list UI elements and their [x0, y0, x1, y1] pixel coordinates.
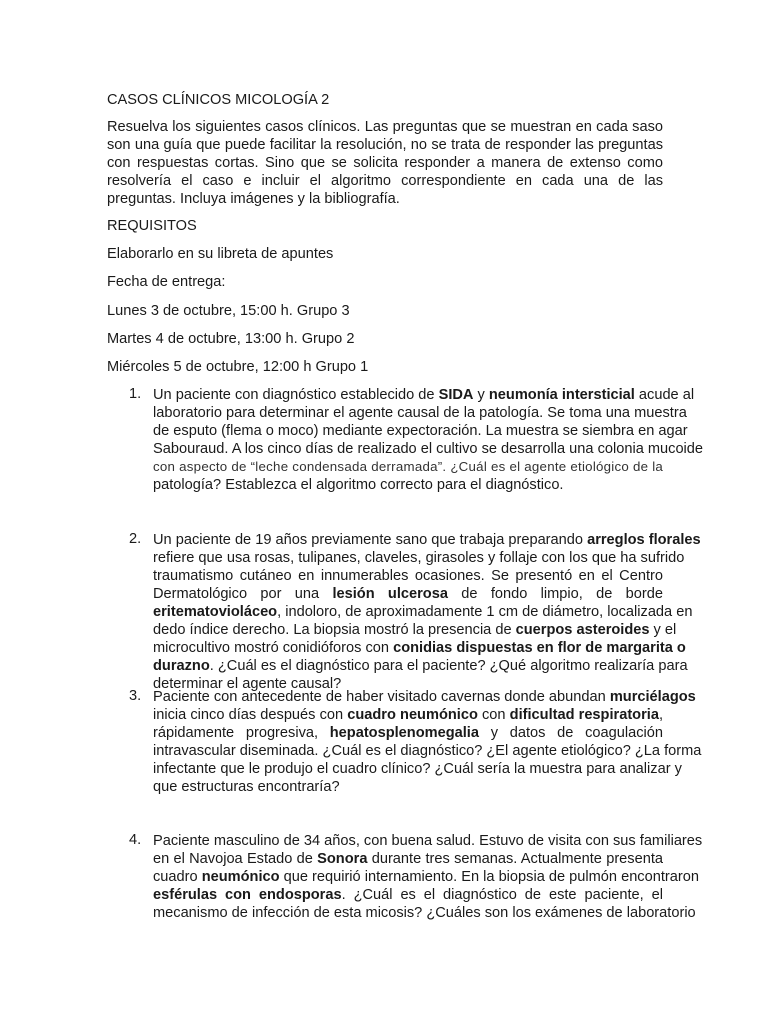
- emphasis-text: lesión ulcerosa: [332, 586, 448, 602]
- case-line: [153, 742, 702, 760]
- case-line: [153, 386, 695, 404]
- case-line: [153, 404, 687, 422]
- due-date-group-2: Martes 4 de octubre, 13:00 h. Grupo 2: [107, 331, 355, 347]
- text-run: Paciente masculino de 34 años, con buena salud. Estuvo de visita con sus familiares: [153, 833, 703, 849]
- case-line: [153, 531, 701, 549]
- case-text: [153, 832, 703, 922]
- case-line: [153, 657, 688, 675]
- text-run: traumatismo cutáneo en innumerables ocasiones. Se presentó en el Centro: [153, 568, 663, 584]
- text-run: microcultivo mostró conidióforos con: [153, 640, 394, 656]
- text-run: y el: [649, 622, 677, 638]
- emphasis-text: cuadro neumónico: [347, 707, 478, 723]
- due-date-group-1: Miércoles 5 de octubre, 12:00 h Grupo 1: [107, 359, 369, 375]
- case-line: [153, 904, 696, 922]
- text-run: mecanismo de infección de esta micosis? ¿Cuáles son los exámenes de laboratorio: [153, 905, 696, 921]
- case-number: 3.: [129, 688, 142, 704]
- case-line: [153, 886, 663, 904]
- case-text: [153, 688, 702, 796]
- text-run: refiere que usa rosas, tulipanes, claveles, girasoles y follaje con los que ha sufrido: [153, 550, 685, 566]
- emphasis-text: neumonía intersticial: [488, 387, 635, 403]
- requirement-notebook: Elaborarlo en su libreta de apuntes: [107, 246, 334, 262]
- emphasis-text: SIDA: [438, 387, 474, 403]
- emphasis-text: conidias dispuestas en flor de margarita o: [393, 640, 686, 656]
- case-line: [153, 585, 663, 603]
- emphasis-text: dificultad respiratoria: [509, 707, 659, 723]
- emphasis-text: neumónico: [201, 869, 280, 885]
- text-run: Un paciente de 19 años previamente sano que trabaja preparando: [153, 532, 588, 548]
- case-line: [153, 760, 682, 778]
- text-run: acude al: [634, 387, 695, 403]
- text-run: patología? Establezca el algoritmo correcto para el diagnóstico.: [153, 477, 564, 493]
- emphasis-text: hepatosplenomegalia: [329, 725, 479, 741]
- text-run: infectante que le produjo el cuadro clínico? ¿Cuál sería la muestra para analizar y: [153, 761, 682, 777]
- case-text: [153, 386, 704, 494]
- case-number: 2.: [129, 531, 142, 547]
- case-line: [153, 422, 688, 440]
- intro-paragraph: Resuelva los siguientes casos clínicos. Las preguntas que se muestran en cada saso son una guía que puede facilitar la resolución, no se trata de responder las preguntas con respuestas cortas. Sino que se solicita responder a manera de extenso como resolvería el caso e incluir el algoritmo correspondiente en cada una de las preguntas. Incluya imágenes y la bibliografía.: [107, 119, 663, 207]
- emphasis-text: murciélagos: [609, 689, 696, 705]
- case-text: [153, 531, 701, 693]
- case-line: [153, 832, 703, 850]
- text-run: ,: [658, 707, 664, 723]
- case-line: [153, 458, 663, 476]
- case-line: [153, 603, 693, 621]
- text-run: de esputo (flema o moco) mediante expectoración. La muestra se siembra en agar: [153, 423, 688, 439]
- text-run: Dermatológico por una: [153, 586, 333, 602]
- case-number: 4.: [129, 832, 142, 848]
- emphasis-text: esférulas con endosporas: [153, 887, 342, 903]
- text-run: con: [477, 707, 510, 723]
- text-run: Sabouraud. A los cinco días de realizado el cultivo se desarrolla una colonia mucoide: [153, 441, 704, 457]
- text-run: Paciente con antecedente de haber visitado cavernas donde abundan: [153, 689, 610, 705]
- text-run: . ¿Cuál es el diagnóstico para el paciente? ¿Qué algoritmo realizaría para: [209, 658, 688, 674]
- case-line: [153, 639, 686, 657]
- requirement-due-date-label: Fecha de entrega:: [107, 274, 226, 290]
- case-line: [153, 868, 699, 886]
- case-line: [153, 476, 663, 494]
- text-run: cuadro: [153, 869, 202, 885]
- text-run: y datos de coagulación: [478, 725, 663, 741]
- case-line: [153, 688, 696, 706]
- text-run: que estructuras encontraría?: [153, 779, 340, 795]
- emphasis-text: cuerpos asteroides: [515, 622, 650, 638]
- document-title: CASOS CLÍNICOS MICOLOGÍA 2: [107, 92, 330, 108]
- emphasis-text: arreglos florales: [587, 532, 701, 548]
- text-run: de fondo limpio, de borde: [447, 586, 663, 602]
- text-run: Un paciente con diagnóstico establecido de: [153, 387, 439, 403]
- text-run: durante tres semanas. Actualmente presenta: [367, 851, 663, 867]
- text-run: inicia cinco días después con: [153, 707, 348, 723]
- case-line: [153, 850, 663, 868]
- due-date-group-3: Lunes 3 de octubre, 15:00 h. Grupo 3: [107, 303, 350, 319]
- text-run: . ¿Cuál es el diagnóstico de este paciente, el: [341, 887, 663, 903]
- text-run: y: [473, 387, 489, 403]
- text-run: intravascular diseminada. ¿Cuál es el diagnóstico? ¿El agente etiológico? ¿La forma: [153, 743, 702, 759]
- text-run: laboratorio para determinar el agente causal de la patología. Se toma una muestra: [153, 405, 687, 421]
- case-line: [153, 724, 663, 742]
- emphasis-text: durazno: [153, 658, 210, 674]
- text-run: con aspecto de “leche condensada derramada”. ¿Cuál es el agente etiológico de la: [153, 459, 664, 474]
- text-run: determinar el agente causal?: [153, 676, 342, 692]
- case-line: [153, 440, 704, 458]
- text-run: en el Navojoa Estado de: [153, 851, 318, 867]
- case-line: [153, 567, 663, 585]
- text-run: dedo índice derecho. La biopsia mostró la presencia de: [153, 622, 516, 638]
- emphasis-text: Sonora: [317, 851, 368, 867]
- case-line: [153, 778, 663, 796]
- case-line: [153, 706, 663, 724]
- text-run: rápidamente progresiva,: [153, 725, 330, 741]
- requisitos-heading: REQUISITOS: [107, 218, 197, 234]
- case-line: [153, 549, 685, 567]
- case-line: [153, 621, 677, 639]
- text-run: , indoloro, de aproximadamente 1 cm de diámetro, localizada en: [277, 604, 693, 620]
- case-number: 1.: [129, 386, 142, 402]
- text-run: que requirió internamiento. En la biopsia de pulmón encontraron: [279, 869, 699, 885]
- emphasis-text: eritematovioláceo: [153, 604, 278, 620]
